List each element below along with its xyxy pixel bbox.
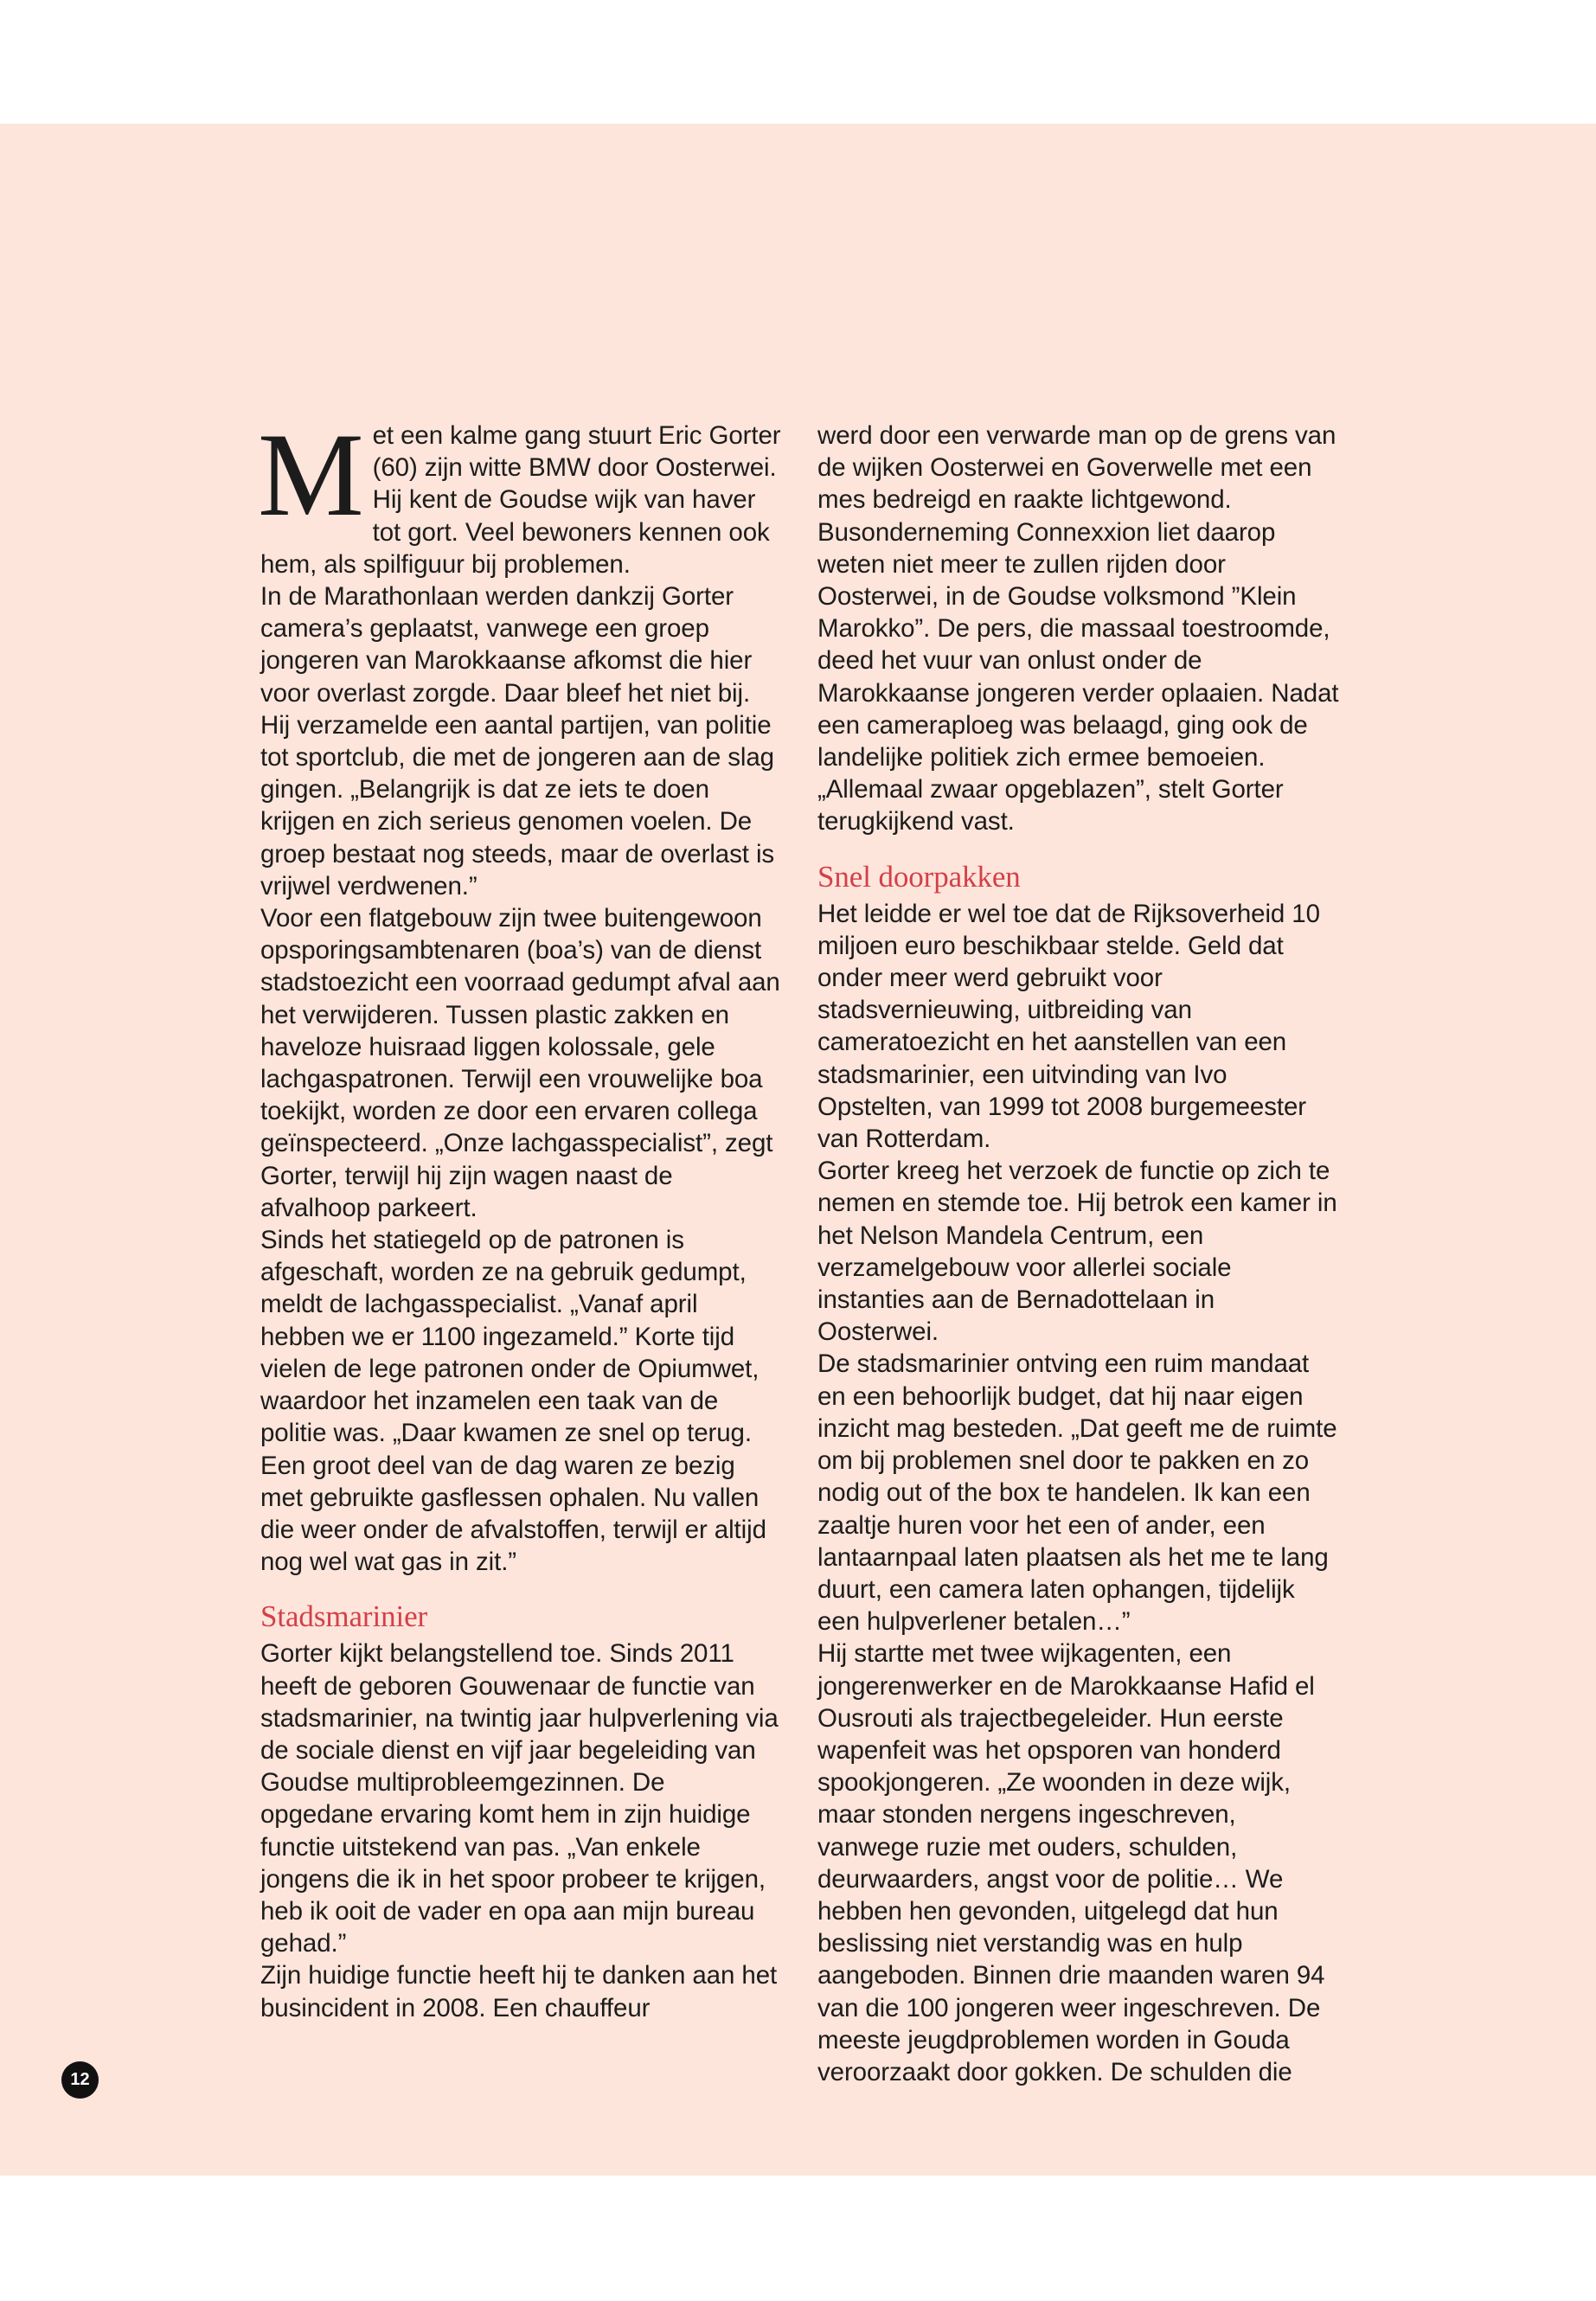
page-background (0, 124, 1596, 2176)
paragraph: De stadsmarinier ontving een ruim mandaat en een behoorlijk budget, dat hij naar eigen inzicht mag besteden. „Dat geeft me de ruimte om bij problemen snel door te pakken en zo nodig out of the box te handelen. Ik kan een zaaltje huren voor het een of ander, een lantaarnpaal laten plaatsen als het me te lang duurt, een camera laten ophangen, tijdelijk een hulpverlener betalen…” (817, 1349, 1337, 1637)
page-number-badge: 12 (61, 2061, 99, 2099)
paragraph: Zijn huidige functie heeft hij te danken aan het busincident in 2008. Een chauffeur (260, 1961, 778, 2022)
subheading-snel-doorpakken: Snel doorpakken (817, 859, 1021, 894)
paragraph: Gorter kreeg het verzoek de functie op zich te nemen en stemde toe. Hij betrok een kamer in het Nelson Mandela Centrum, een verzamelgebouw voor allerlei sociale instanties aan de Bernadottelaan in Oosterwei. (817, 1157, 1337, 1347)
paragraph (258, 408, 784, 580)
paragraph: werd door een verwarde man op de grens van de wijken Oosterwei en Goverwelle met een mes bedreigd en raakte lichtgewond. Busonderneming Connexxion liet daarop weten niet meer te zullen rijden door Oosterwei, in de Goudse volksmond ”Klein Marokko”. De pers, die massaal toestroomde, deed het vuur van onlust onder de Marokkaanse jongeren verder oplaaien. Nadat een cameraploeg was belaagd, ging ook de landelijke politiek zich ermee bemoeien. „Allemaal zwaar opgeblazen”, stelt Gorter terugkijkend vast. (817, 421, 1339, 836)
subheading-stadsmarinier: Stadsmarinier (260, 1599, 428, 1634)
article-column-right (817, 420, 1341, 2088)
paragraph: Voor een flatgebouw zijn twee buitengewoon opsporingsambtenaren (boa’s) van de dienst stadstoezicht een voorraad gedumpt afval aan het verwijderen. Tussen plastic zakken en haveloze huisraad liggen kolossale, gele lachgaspatronen. Terwijl een vrouwelijke boa toekijkt, worden ze door een ervaren collega geïnspecteerd. „Onze lachgasspecialist”, zegt Gorter, terwijl hij zijn wagen naast de afvalhoop parkeert. (260, 904, 780, 1222)
article-column-left (258, 408, 784, 2024)
paragraph: Hij startte met twee wijkagenten, een jongerenwerker en de Marokkaanse Hafid el Ousrouti als trajectbegeleider. Hun eerste wapenfeit was het opsporen van honderd spookjongeren. „Ze woonden in deze wijk, maar stonden nergens ingeschreven, vanwege ruzie met ouders, schulden, deurwaarders, angst voor de politie… We hebben hen gevonden, uitgelegd dat hun beslissing niet verstandig was en hulp aangeboden. Binnen drie maanden waren 94 van die 100 jongeren weer ingeschreven. De meeste jeugdproblemen worden in Gouda veroorzaakt door gokken. De schulden die (817, 1639, 1325, 2086)
paragraph: Het leidde er wel toe dat de Rijksoverheid 10 miljoen euro beschikbaar stelde. Geld dat onder meer werd gebruikt voor stadsvernieuwing, uitbreiding van cameratoezicht en het aanstellen van een stadsmarinier, een uitvinding van Ivo Opstelten, van 1999 tot 2008 burgemeester van Rotterdam. (817, 899, 1320, 1154)
paragraph: In de Marathonlaan werden dankzij Gorter camera’s geplaatst, vanwege een groep jongeren van Marokkaanse afkomst die hier voor overlast zorgde. Daar bleef het niet bij. Hij verzamelde een aantal partijen, van politie tot sportclub, die met de jongeren aan de slag gingen. „Belangrijk is dat ze iets te doen krijgen en zich serieus genomen voelen. De groep bestaat nog steeds, maar de overlast is vrijwel verdwenen.” (260, 582, 775, 901)
paragraph: Sinds het statiegeld op de patronen is afgeschaft, worden ze na gebruik gedumpt, meldt de lachgasspecialist. „Vanaf april hebben we er 1100 ingezameld.” Korte tijd vielen de lege patronen onder de Opiumwet, waardoor het inzamelen een taak van de politie was. „Daar kwamen ze snel op terug. Een groot deel van de dag waren ze bezig met gebruikte gasflessen ophalen. Nu vallen die weer onder de afvalstoffen, terwijl er altijd nog wel wat gas in zit.” (260, 1226, 766, 1577)
drop-cap: M (258, 408, 364, 541)
paragraph: Gorter kijkt belangstellend toe. Sinds 2011 heeft de geboren Gouwenaar de functie van stadsmarinier, na twintig jaar hulpverlening via de sociale dienst en vijf jaar begeleiding van Goudse multiprobleemgezinnen. De opgedane ervaring komt hem in zijn huidige functie uitstekend van pas. „Van enkele jongens die ik in het spoor probeer te krijgen, heb ik ooit de vader en opa aan mijn bureau gehad.” (260, 1639, 779, 1958)
paragraph-text: et een kalme gang stuurt Eric Gorter (60) zijn witte BMW door Oosterwei. Hij kent de Goudse wijk van haver tot gort. Veel bewoners kennen ook hem, als spilfiguur bij problemen. (260, 421, 781, 579)
